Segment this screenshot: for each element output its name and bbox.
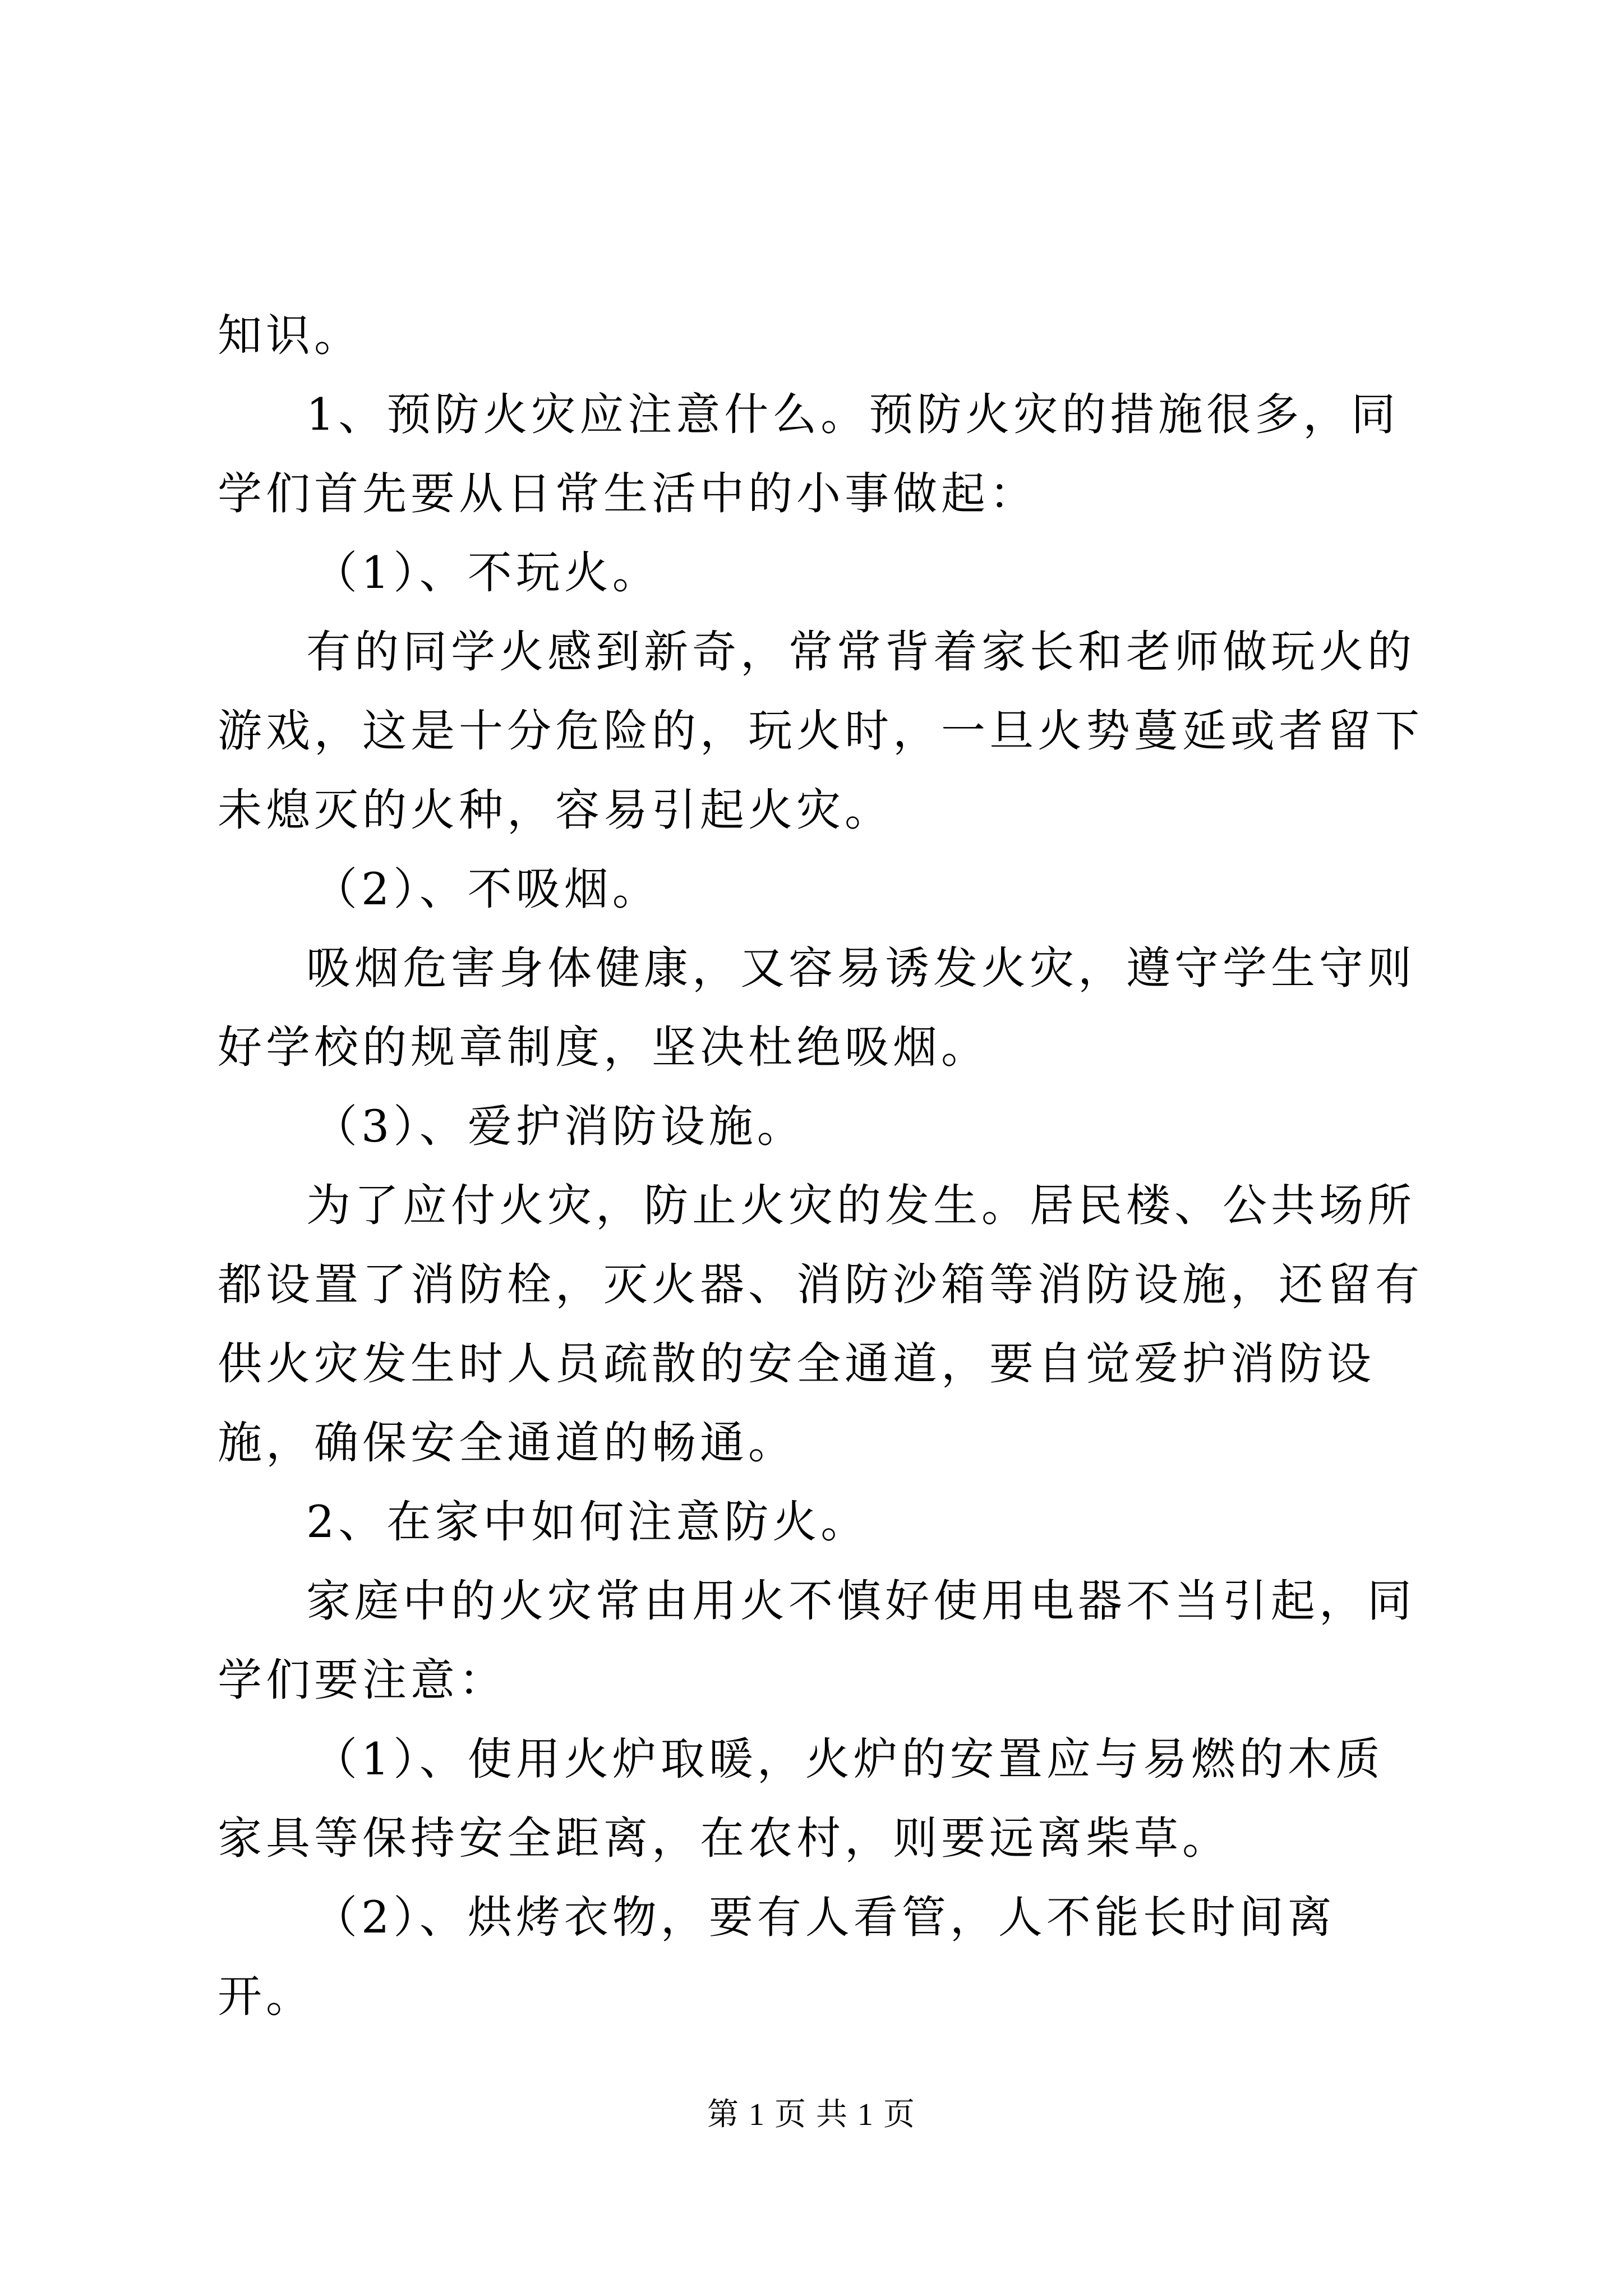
page-footer: 第 1 页 共 1 页 — [707, 2097, 916, 2132]
paragraph-home-item-drying: （2）、烘烤衣物，要有人看管，人不能长时间离开。 — [218, 1892, 1336, 2022]
paragraph-no-fire-play-detail: 有的同学火感到新奇，常常背着家长和老师做玩火的游戏，这是十分危险的，玩火时，一旦火势蔓延或者留下未熄灭的火种，容易引起火灾。 — [218, 626, 1423, 836]
paragraph-home-item-heater: （1）、使用火炉取暖，火炉的安置应与易燃的木质家具等保持安全距离，在农村，则要远离柴草。 — [218, 1733, 1384, 1864]
paragraph-item-protect-facilities: （3）、爱护消防设施。 — [313, 1101, 805, 1152]
document-body — [218, 296, 1429, 2036]
paragraph-home-fire-intro: 家庭中的火灾常由用火不慎好使用电器不当引起，同学们要注意： — [218, 1575, 1415, 1706]
paragraph-continuation: 知识。 — [218, 310, 362, 361]
paragraph-protect-facilities-detail: 为了应付火灾，防止火灾的发生。居民楼、公共场所都设置了消防栓，灭火器、消防沙箱等消防设施，还留有供火灾发生时人员疏散的安全通道，要自觉爱护消防设施，确保安全通道的畅通。 — [218, 1180, 1423, 1469]
paragraph-item-no-fire-play: （1）、不玩火。 — [313, 547, 661, 599]
paragraph-no-smoking-detail: 吸烟危害身体健康，又容易诱发火灾，遵守学生守则好学校的规章制度，坚决杜绝吸烟。 — [218, 942, 1415, 1073]
paragraph-section-2-heading: 2、在家中如何注意防火。 — [306, 1496, 869, 1548]
paragraph-item-no-smoking: （2）、不吸烟。 — [313, 863, 661, 915]
paragraph-section-1-heading: 1、预防火灾应注意什么。预防火灾的措施很多，同学们首先要从日常生活中的小事做起： — [218, 389, 1400, 519]
